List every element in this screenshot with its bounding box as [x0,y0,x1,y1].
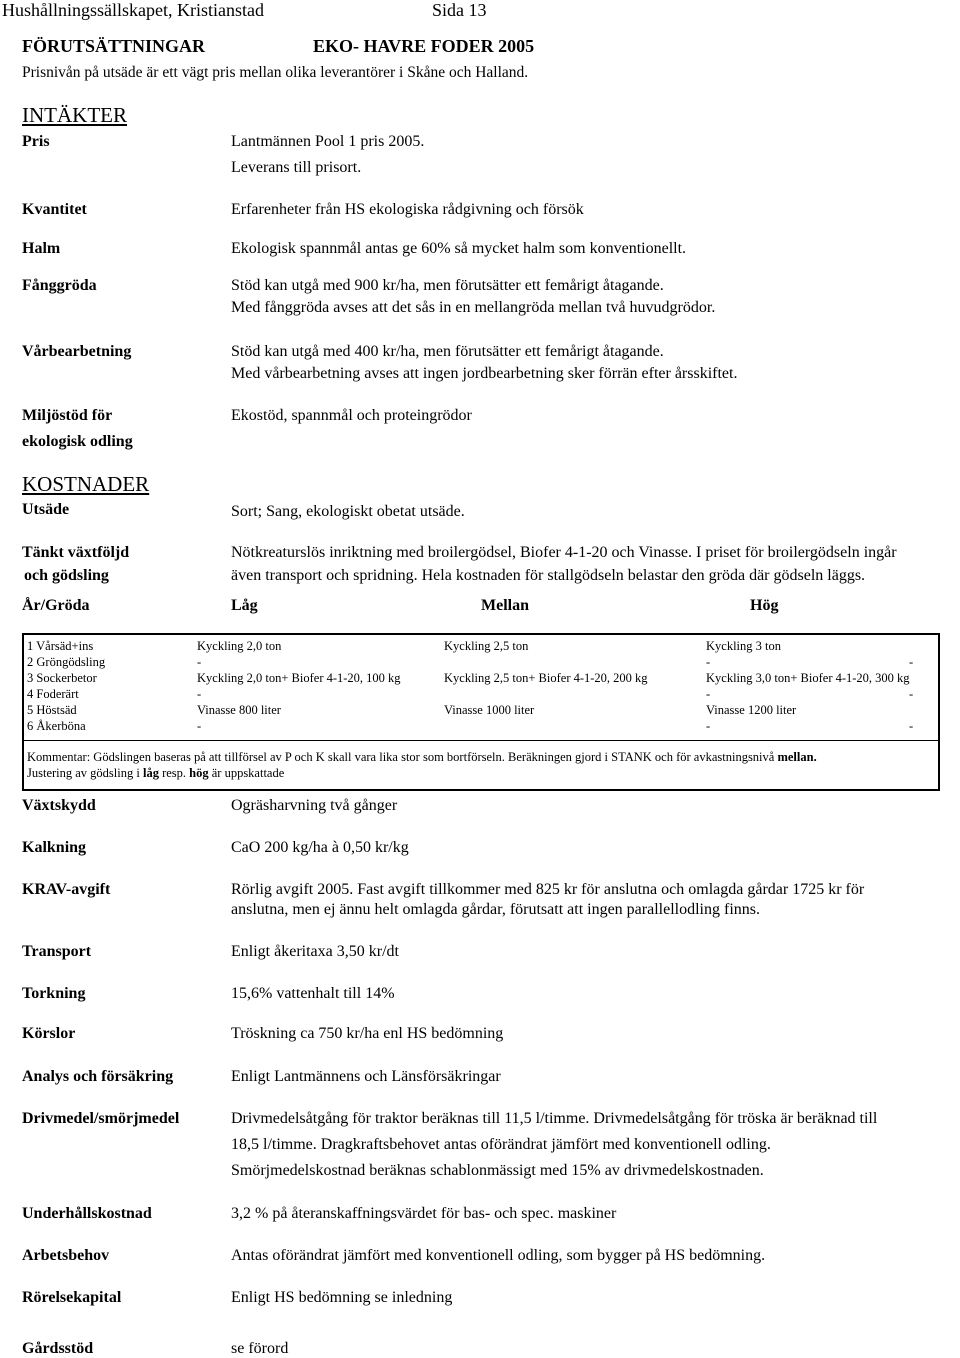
label-rorelsekapital: Rörelsekapital [22,1289,122,1306]
label-underhall: Underhållskostnad [22,1205,152,1222]
label-analys: Analys och försäkring [22,1068,174,1085]
table-row-1-crop: 1 Vårsäd+ins [27,639,94,653]
value-varbearbetning-1: Stöd kan utgå med 400 kr/ha, men förutsätter ett femårigt åtagande. [231,343,664,360]
table-row-2-high: - [909,655,914,669]
table-row-1-mid: Kyckling 2,5 ton [444,639,529,653]
table-header-year: År/Gröda [22,597,90,614]
value-vaxtfoljd-1: Nötkreaturslös inriktning med broilergödsel, Biofer 4-1-20 och Vinasse. I priset för broilergödseln ingår [231,544,897,561]
table-row-4-low: - [197,687,202,701]
table-row-5-high: Vinasse 1200 liter [706,703,797,717]
label-utsade: Utsäde [22,501,70,518]
table-row-5-low: Vinasse 800 liter [197,703,281,717]
table-row-3-crop: 3 Sockerbetor [27,671,97,685]
value-pris-2: Leverans till prisort. [231,159,362,176]
value-rorelsekapital: Enligt HS bedömning se inledning [231,1289,453,1306]
title-left: FÖRUTSÄTTNINGAR [22,36,206,56]
value-torkning: 15,6% vattenhalt till 14% [231,985,395,1002]
label-transport: Transport [22,943,92,960]
table-row-5-mid: Vinasse 1000 liter [444,703,535,717]
table-row-4-crop: 4 Foderärt [27,687,79,701]
value-drivmedel-2: 18,5 l/timme. Dragkraftsbehovet antas oförändrat jämfört med konventionell odling. [231,1136,771,1153]
comment-emphasis-mellan: mellan. [777,750,817,764]
comment-text: Kommentar: Gödslingen baseras på att tillförsel av P och K skall vara lika stor som bortförseln. Beräkningen gjord i STANK och för avkastningsnivå [27,750,778,764]
label-vaxtfoljd-1: Tänkt växtföljd [22,544,130,561]
table-row-3-high: Kyckling 3,0 ton+ Biofer 4-1-20, 300 kg [706,671,910,685]
table-row-1-high: Kyckling 3 ton [706,639,781,653]
page-number: Sida 13 [432,0,487,20]
value-gardsstod: se förord [231,1340,289,1357]
label-halm: Halm [22,240,61,257]
value-vaxtskydd: Ogräsharvning två gånger [231,797,398,814]
value-korslor: Tröskning ca 750 kr/ha enl HS bedömning [231,1025,504,1042]
table-header-high: Hög [750,597,779,614]
label-korslor: Körslor [22,1025,76,1042]
table-header-low: Låg [231,597,258,614]
table-row-6-mid: - [706,719,711,733]
value-varbearbetning-2: Med vårbearbetning avses att ingen jordbearbetning sker förrän efter årsskiftet. [231,365,738,382]
section-kostnader: KOSTNADER [22,472,150,496]
intro-text: Prisnivån på utsäde är ett vägt pris mellan olika leverantörer i Skåne och Halland. [22,64,529,81]
table-row-2-crop: 2 Gröngödsling [27,655,106,669]
table-row-4-high: - [909,687,914,701]
value-pris-1: Lantmännen Pool 1 pris 2005. [231,133,425,150]
table-comment-line-1 [27,750,817,765]
fertilization-table [22,633,940,791]
label-fanggroda: Fånggröda [22,277,97,294]
label-vaxtskydd: Växtskydd [22,797,96,814]
label-torkning: Torkning [22,985,86,1002]
label-miljostod-1: Miljöstöd för [22,407,113,424]
label-krav: KRAV-avgift [22,881,111,898]
table-row-6-crop: 6 Åkerböna [27,719,86,733]
table-divider [24,740,938,741]
value-utsade: Sort; Sang, ekologiskt obetat utsäde. [231,503,465,520]
value-fanggroda-2: Med fånggröda avses att det sås in en mellangröda mellan två huvudgrödor. [231,299,716,316]
header-org: Hushållningssällskapet, Kristianstad [2,0,264,20]
value-drivmedel-3: Smörjmedelskostnad beräknas schablonmässigt med 15% av drivmedelskostnaden. [231,1162,764,1179]
value-arbetsbehov: Antas oförändrat jämfört med konventionell odling, som bygger på HS bedömning. [231,1247,766,1264]
value-analys: Enligt Lantmännens och Länsförsäkringar [231,1068,501,1085]
value-miljostod: Ekostöd, spannmål och proteingrödor [231,407,472,424]
comment-text: resp. [158,766,190,780]
label-pris: Pris [22,133,50,150]
value-krav-2: anslutna, men ej ännu helt omlagda gårdar, förutsatt att ingen parallellodling finns. [231,901,760,918]
value-fanggroda-1: Stöd kan utgå med 900 kr/ha, men förutsätter ett femårigt åtagande. [231,277,664,294]
label-arbetsbehov: Arbetsbehov [22,1247,110,1264]
table-row-5-crop: 5 Höstsäd [27,703,77,717]
table-row-4-mid: - [706,687,711,701]
comment-emphasis-hog: hög [189,766,209,780]
table-row-3-mid: Kyckling 2,5 ton+ Biofer 4-1-20, 200 kg [444,671,648,685]
table-row-2-mid: - [706,655,711,669]
table-row-6-high: - [909,719,914,733]
section-intakter: INTÄKTER [22,103,127,127]
table-comment-line-2 [27,766,284,781]
table-row-6-low: - [197,719,202,733]
comment-text: är uppskattade [208,766,285,780]
value-drivmedel-1: Drivmedelsåtgång för traktor beräknas till 11,5 l/timme. Drivmedelsåtgång för tröska är beräknad till [231,1110,878,1127]
table-row-3-low: Kyckling 2,0 ton+ Biofer 4-1-20, 100 kg [197,671,401,685]
comment-emphasis-lag: låg [142,766,159,780]
label-kalkning: Kalkning [22,839,87,856]
value-kvantitet: Erfarenheter från HS ekologiska rådgivning och försök [231,201,584,218]
label-vaxtfoljd-2: och gödsling [24,567,109,584]
label-drivmedel: Drivmedel/smörjmedel [22,1110,180,1127]
value-vaxtfoljd-2: även transport och spridning. Hela kostnaden för stallgödseln belastar den gröda där gödseln läggs. [231,567,866,584]
table-row-2-low: - [197,655,202,669]
value-kalkning: CaO 200 kg/ha à 0,50 kr/kg [231,839,409,856]
label-miljostod-2: ekologisk odling [22,433,133,450]
table-row-1-low: Kyckling 2,0 ton [197,639,282,653]
label-varbearbetning: Vårbearbetning [22,343,132,360]
table-header-mid: Mellan [481,597,529,614]
label-gardsstod: Gårdsstöd [22,1340,94,1357]
value-krav-1: Rörlig avgift 2005. Fast avgift tillkommer med 825 kr för anslutna och omlagda gårdar 1725 kr för [231,881,865,898]
value-halm: Ekologisk spannmål antas ge 60% så mycket halm som konventionellt. [231,240,687,257]
comment-text: Justering av gödsling i [27,766,143,780]
label-kvantitet: Kvantitet [22,201,87,218]
value-underhall: 3,2 % på återanskaffningsvärdet för bas- och spec. maskiner [231,1205,617,1222]
title-right: EKO- HAVRE FODER 2005 [313,36,535,56]
value-transport: Enligt åkeritaxa 3,50 kr/dt [231,943,399,960]
